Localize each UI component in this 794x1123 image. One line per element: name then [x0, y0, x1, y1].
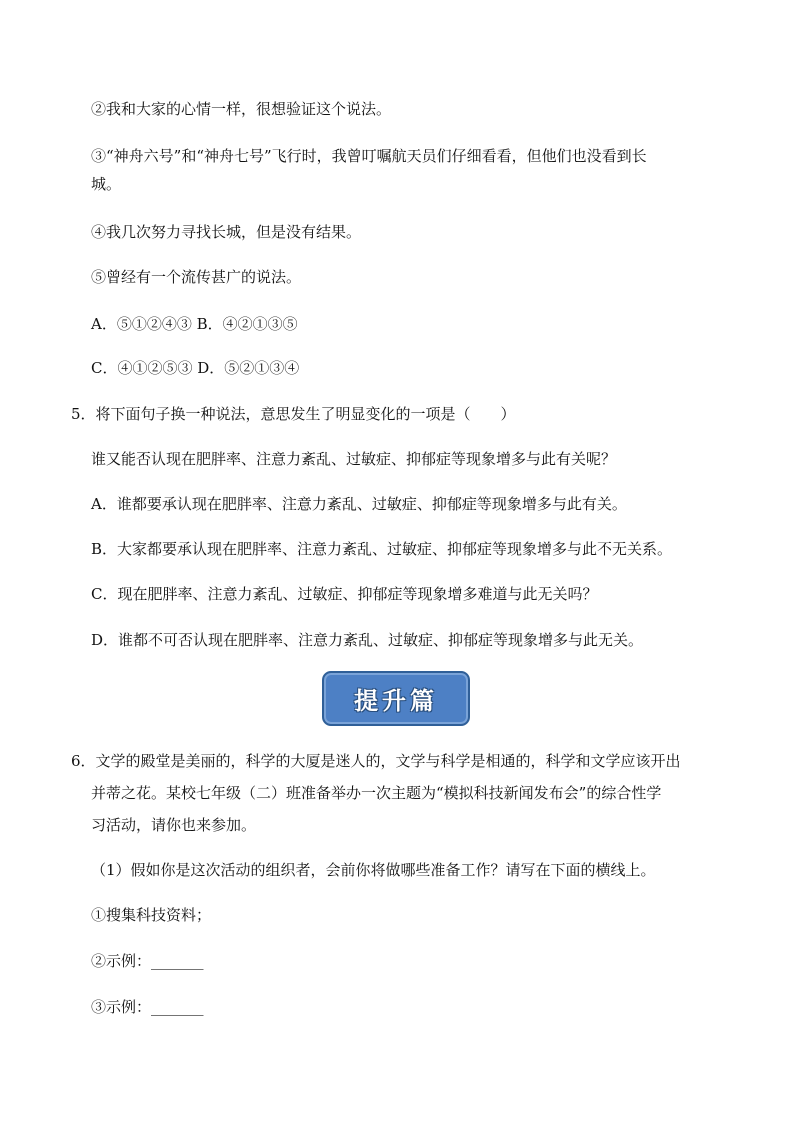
q6-answer-2: ②示例：_______: [91, 952, 204, 970]
item-5: ⑤曾经有一个流传甚广的说法。: [91, 268, 302, 286]
q6-answer-3: ③示例：_______: [91, 998, 204, 1016]
options-cd: C．④①②⑤③ D．⑤②①③④: [91, 359, 300, 377]
item-4: ④我几次努力寻找长城，但是没有结果。: [91, 223, 362, 241]
item-2: ②我和大家的心情一样，很想验证这个说法。: [91, 100, 392, 118]
q6-line-3: 习活动，请你也来参加。: [91, 816, 257, 834]
item-3-line1: ③“神舟六号”和“神舟七号”飞行时，我曾叮嘱航天员们仔细看看，但他们也没看到长: [91, 147, 647, 165]
q5-option-c: C．现在肥胖率、注意力紊乱、过敏症、抑郁症等现象增多难道与此无关吗？: [91, 585, 598, 603]
q5-option-a: A．谁都要承认现在肥胖率、注意力紊乱、过敏症、抑郁症等现象增多与此有关。: [91, 495, 627, 513]
q5-option-b: B．大家都要承认现在肥胖率、注意力紊乱、过敏症、抑郁症等现象增多与此不无关系。: [91, 540, 673, 558]
options-ab: A．⑤①②④③ B．④②①③⑤: [91, 315, 298, 333]
q6-line-2: 并蒂之花。某校七年级（二）班准备举办一次主题为“模拟科技新闻发布会”的综合性学: [91, 784, 662, 802]
q5-sentence: 谁又能否认现在肥胖率、注意力紊乱、过敏症、抑郁症等现象增多与此有关呢？: [91, 450, 617, 468]
q6-sub-1: （1）假如你是这次活动的组织者，会前你将做哪些准备工作？请写在下面的横线上。: [91, 861, 656, 879]
q5-stem: 5．将下面句子换一种说法，意思发生了明显变化的一项是（ ）: [71, 405, 516, 423]
section-banner-label: 提升篇: [354, 687, 438, 715]
item-3-line2: 城。: [91, 175, 122, 193]
q6-answer-1: ①搜集科技资料；: [91, 906, 212, 924]
q5-option-d: D．谁都不可否认现在肥胖率、注意力紊乱、过敏症、抑郁症等现象增多与此无关。: [91, 631, 644, 649]
q6-line-1: 6．文学的殿堂是美丽的，科学的大厦是迷人的，文学与科学是相通的，科学和文学应该开出: [71, 752, 681, 770]
section-banner: [322, 671, 470, 726]
